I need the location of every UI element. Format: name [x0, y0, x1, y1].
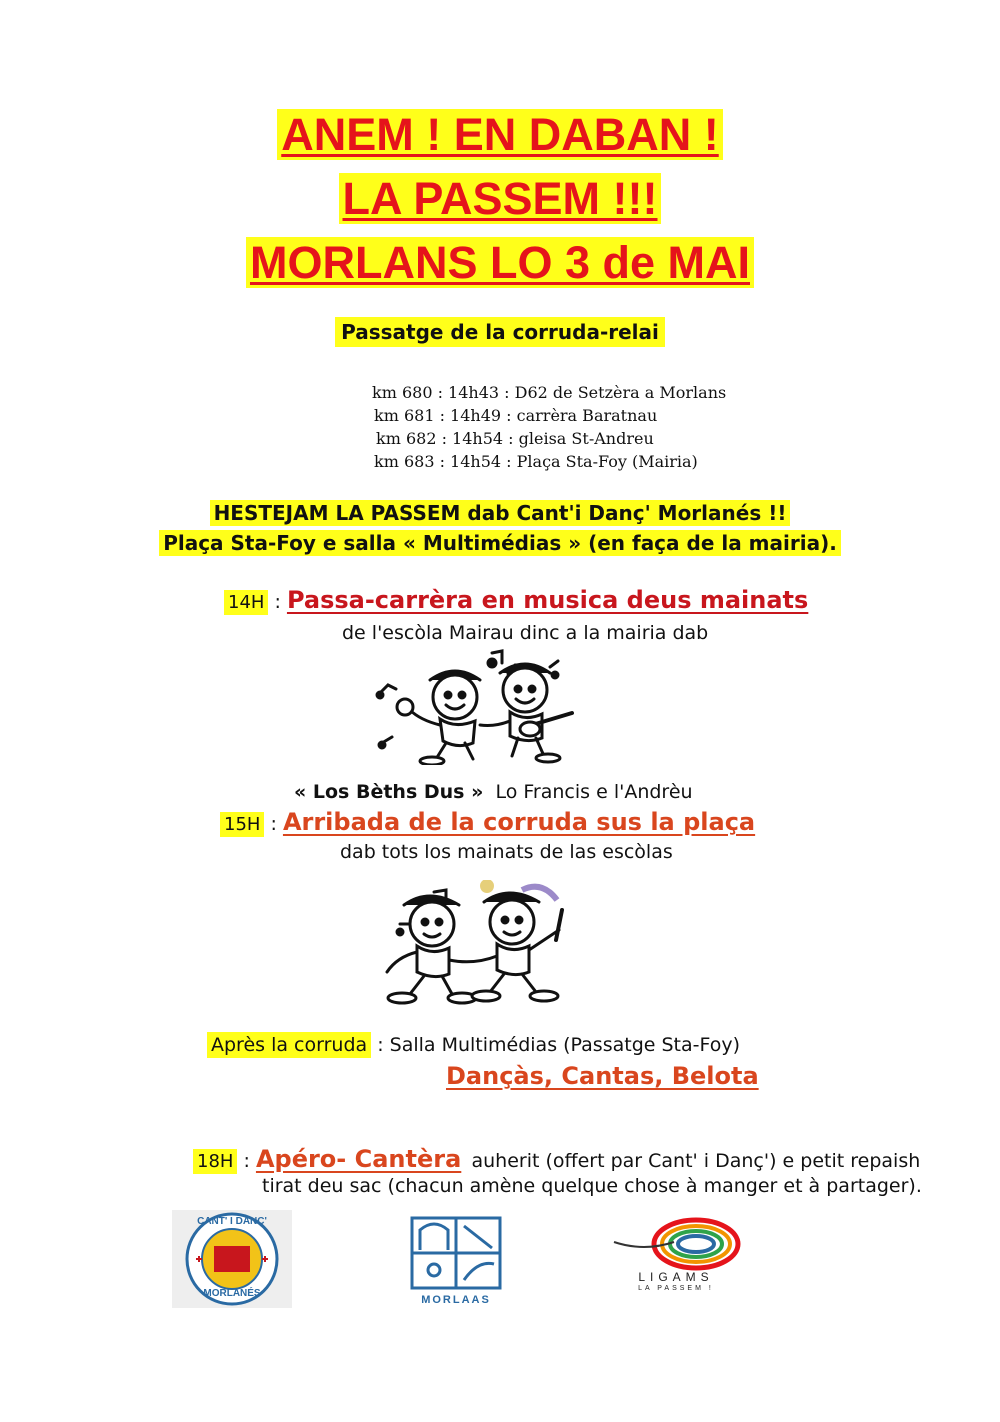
time-badge: 14H	[224, 590, 268, 615]
event-14h-title: Passa-carrèra en musica deus mainats	[286, 586, 809, 614]
after-race-location: : Salla Multimédias (Passatge Sta-Foy)	[371, 1034, 741, 1056]
group-members: Lo Francis e l'Andrèu	[495, 781, 693, 803]
event-18h-title: Apéro- Cantèra	[255, 1145, 462, 1173]
event-14h-group	[294, 781, 693, 803]
celebrate-line-1: HESTEJAM LA PASSEM dab Cant'i Danç' Morlanés !!	[210, 500, 791, 526]
ligams-subtext: LA PASSEM !	[638, 1285, 714, 1292]
event-15h-title: Arribada de la corruda sus la plaça	[282, 808, 756, 836]
morlaas-text: MORLAAS	[421, 1294, 491, 1306]
after-race-activities: Dançàs, Cantas, Belota	[446, 1062, 759, 1090]
event-15h: 15H : Arribada de la corruda sus la plaça	[220, 808, 755, 836]
after-race	[207, 1034, 740, 1056]
event-18h: 18H : Apéro- Cantèra auherit (offert par Cant' i Danç') e petit repaish	[193, 1145, 920, 1173]
cant-i-danc-bottom-text: MORLANÉS	[203, 1288, 261, 1299]
group-name: « Los Bèths Dus »	[294, 781, 484, 803]
schedule-item: km 682 : 14h54 : gleisa St-Andreu	[376, 429, 654, 448]
after-race-label: Après la corruda	[207, 1032, 371, 1058]
morlaas-logo	[406, 1212, 506, 1308]
kids-music-illustration	[360, 645, 590, 765]
relay-heading: Passatge de la corruda-relai	[0, 320, 1000, 344]
time-badge: 15H	[220, 812, 264, 837]
title-line-3: MORLANS LO 3 de MAI	[0, 234, 1000, 292]
cant-i-danc-top-text: CANT' I DANÇ'	[197, 1216, 267, 1227]
celebrate-block	[0, 498, 1000, 558]
event-14h: 14H : Passa-carrèra en musica deus mainats	[224, 586, 808, 614]
time-badge: 18H	[193, 1149, 237, 1174]
event-14h-desc: de l'escòla Mairau dinc a la mairia dab	[342, 622, 709, 644]
celebrate-line-2: Plaça Sta-Foy e salla « Multimédias » (en faça de la mairia).	[159, 530, 841, 556]
event-18h-desc: auherit (offert par Cant' i Danç') e petit repaish	[471, 1150, 921, 1172]
ligams-logo	[606, 1212, 746, 1308]
schedule-item: km 683 : 14h54 : Plaça Sta-Foy (Mairia)	[374, 452, 698, 471]
relay-schedule	[372, 381, 726, 473]
title-line-1: ANEM ! EN DABAN !	[0, 106, 1000, 164]
kids-dancing-illustration	[372, 880, 602, 1010]
title-line-2: LA PASSEM !!!	[0, 170, 1000, 228]
schedule-item: km 680 : 14h43 : D62 de Setzèra a Morlans	[372, 383, 727, 402]
event-18h-desc-2: tirat deu sac (chacun amène quelque chose à manger et à partager).	[262, 1175, 922, 1197]
ligams-text: LIGAMS	[638, 1270, 714, 1284]
event-15h-desc: dab tots los mainats de las escòlas	[340, 841, 673, 863]
schedule-item: km 681 : 14h49 : carrèra Baratnau	[374, 406, 658, 425]
cant-i-danc-logo	[172, 1210, 292, 1308]
